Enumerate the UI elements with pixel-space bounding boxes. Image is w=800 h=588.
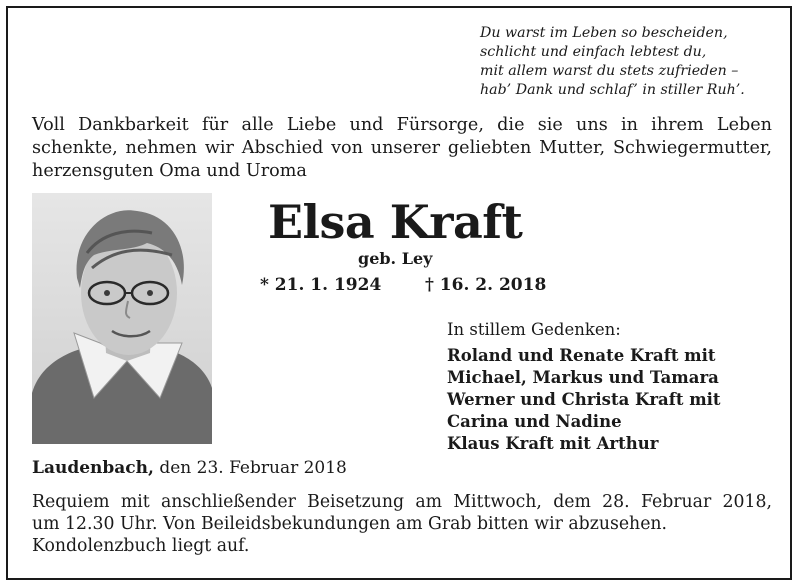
poem-line: hab’ Dank und schlaf’ in stiller Ruh’. xyxy=(480,82,745,98)
mourner-line: Klaus Kraft mit Arthur xyxy=(447,434,659,453)
dateline xyxy=(32,458,347,478)
mourner-line: Carina und Nadine xyxy=(447,412,622,431)
poem-line: mit allem warst du stets zufrieden – xyxy=(480,63,739,79)
requiem-line: Requiem mit anschließender Beisetzung am Mittwoch, dem 28. Februar 2018, xyxy=(32,492,772,512)
requiem-line: um 12.30 Uhr. Von Beileidsbekundungen am Grab bitten wir abzusehen. xyxy=(32,514,668,534)
mourning-label: In stillem Gedenken: xyxy=(447,320,621,339)
intro-text xyxy=(32,114,772,183)
poem-line: schlicht und einfach lebtest du, xyxy=(480,44,707,60)
birth-date: * 21. 1. 1924 xyxy=(260,275,382,295)
poem-line: Du warst im Leben so bescheiden, xyxy=(480,25,728,41)
portrait-image xyxy=(32,193,212,444)
mourner-line: Michael, Markus und Tamara xyxy=(447,368,719,387)
mourner-line: Werner und Christa Kraft mit xyxy=(447,390,721,409)
dateline-place: Laudenbach, xyxy=(32,458,154,478)
poem xyxy=(480,24,780,100)
dateline-date: den 23. Februar 2018 xyxy=(159,458,347,478)
intro-line: schenkte, nehmen wir Abschied von unserer geliebten Mutter, Schwiegermutter, xyxy=(32,138,772,158)
portrait-photo xyxy=(32,193,212,444)
maiden-name: geb. Ley xyxy=(358,249,433,268)
intro-line: herzensguten Oma und Uroma xyxy=(32,161,307,181)
intro-line: Voll Dankbarkeit für alle Liebe und Fürsorge, die sie uns in ihrem Leben xyxy=(32,115,772,135)
death-date: † 16. 2. 2018 xyxy=(425,275,547,295)
requiem-line: Kondolenzbuch liegt auf. xyxy=(32,536,250,556)
mourners-list xyxy=(447,345,721,455)
mourner-line: Roland und Renate Kraft mit xyxy=(447,346,716,365)
deceased-name: Elsa Kraft xyxy=(268,195,523,249)
requiem-text xyxy=(32,491,772,557)
